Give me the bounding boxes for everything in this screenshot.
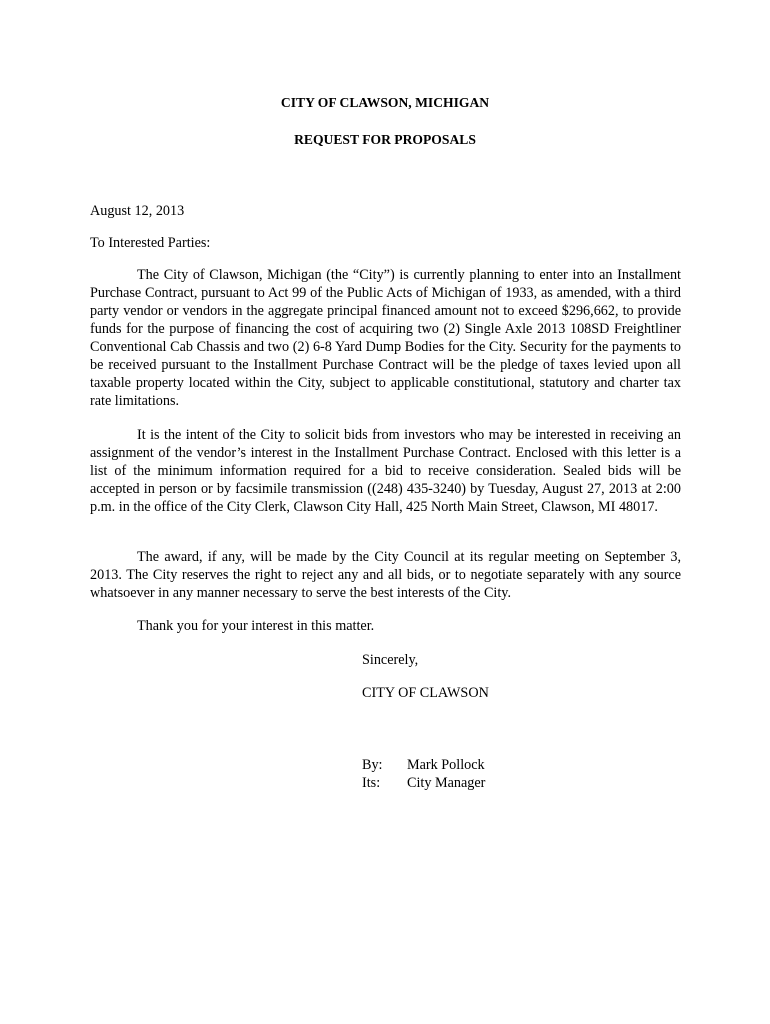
signature-its-row [362, 774, 485, 792]
signatory-organization: CITY OF CLAWSON [362, 685, 489, 701]
body-paragraph-2: It is the intent of the City to solicit bids from investors who may be interested in receiving an assignment of the vendor’s interest in the Installment Purchase Contract. Enclosed with this letter is a list of the minimum information required for a bid to receive consideration. Sealed bids will be accepted in person or by facsimile transmission ((248) 435-3240) by Tuesday, August 27, 2013 at 2:00 p.m. in the office of the City Clerk, Clawson City Hall, 425 North Main Street, Clawson, MI 48017. [90, 427, 681, 515]
body-paragraph-4: Thank you for your interest in this matter. [137, 618, 375, 634]
its-label: Its: [362, 775, 381, 791]
letter-date: August 12, 2013 [90, 203, 185, 219]
document-title: CITY OF CLAWSON, MICHIGAN [280, 95, 490, 110]
signer-name: Mark Pollock [407, 757, 485, 773]
signer-title: City Manager [407, 775, 486, 791]
document-subtitle: REQUEST FOR PROPOSALS [294, 132, 476, 147]
closing: Sincerely, [362, 652, 419, 668]
body-paragraph-1: The City of Clawson, Michigan (the “City”) is currently planning to enter into an Installment Purchase Contract, pursuant to Act 99 of the Public Acts of Michigan of 1933, as amended, with a third party vendor or vendors in the aggregate principal financed amount not to exceed $296,662, to provide funds for the purpose of financing the cost of acquiring two (2) Single Axle 2013 108SD Freightliner Conventional Cab Chassis and two (2) 6-8 Yard Dump Bodies for the City. Security for the payments to be received pursuant to the Installment Purchase Contract will be the pledge of taxes levied upon all taxable property located within the City, subject to applicable constitutional, statutory and charter tax rate limitations. [90, 267, 681, 409]
by-label: By: [362, 757, 383, 773]
signature-by-row [362, 756, 485, 774]
letter-salutation: To Interested Parties: [90, 235, 211, 251]
body-paragraph-3: The award, if any, will be made by the City Council at its regular meeting on September 3, 2013. The City reserves the right to reject any and all bids, or to negotiate separately with any source whatsoever in any manner necessary to serve the best interests of the City. [90, 549, 681, 601]
